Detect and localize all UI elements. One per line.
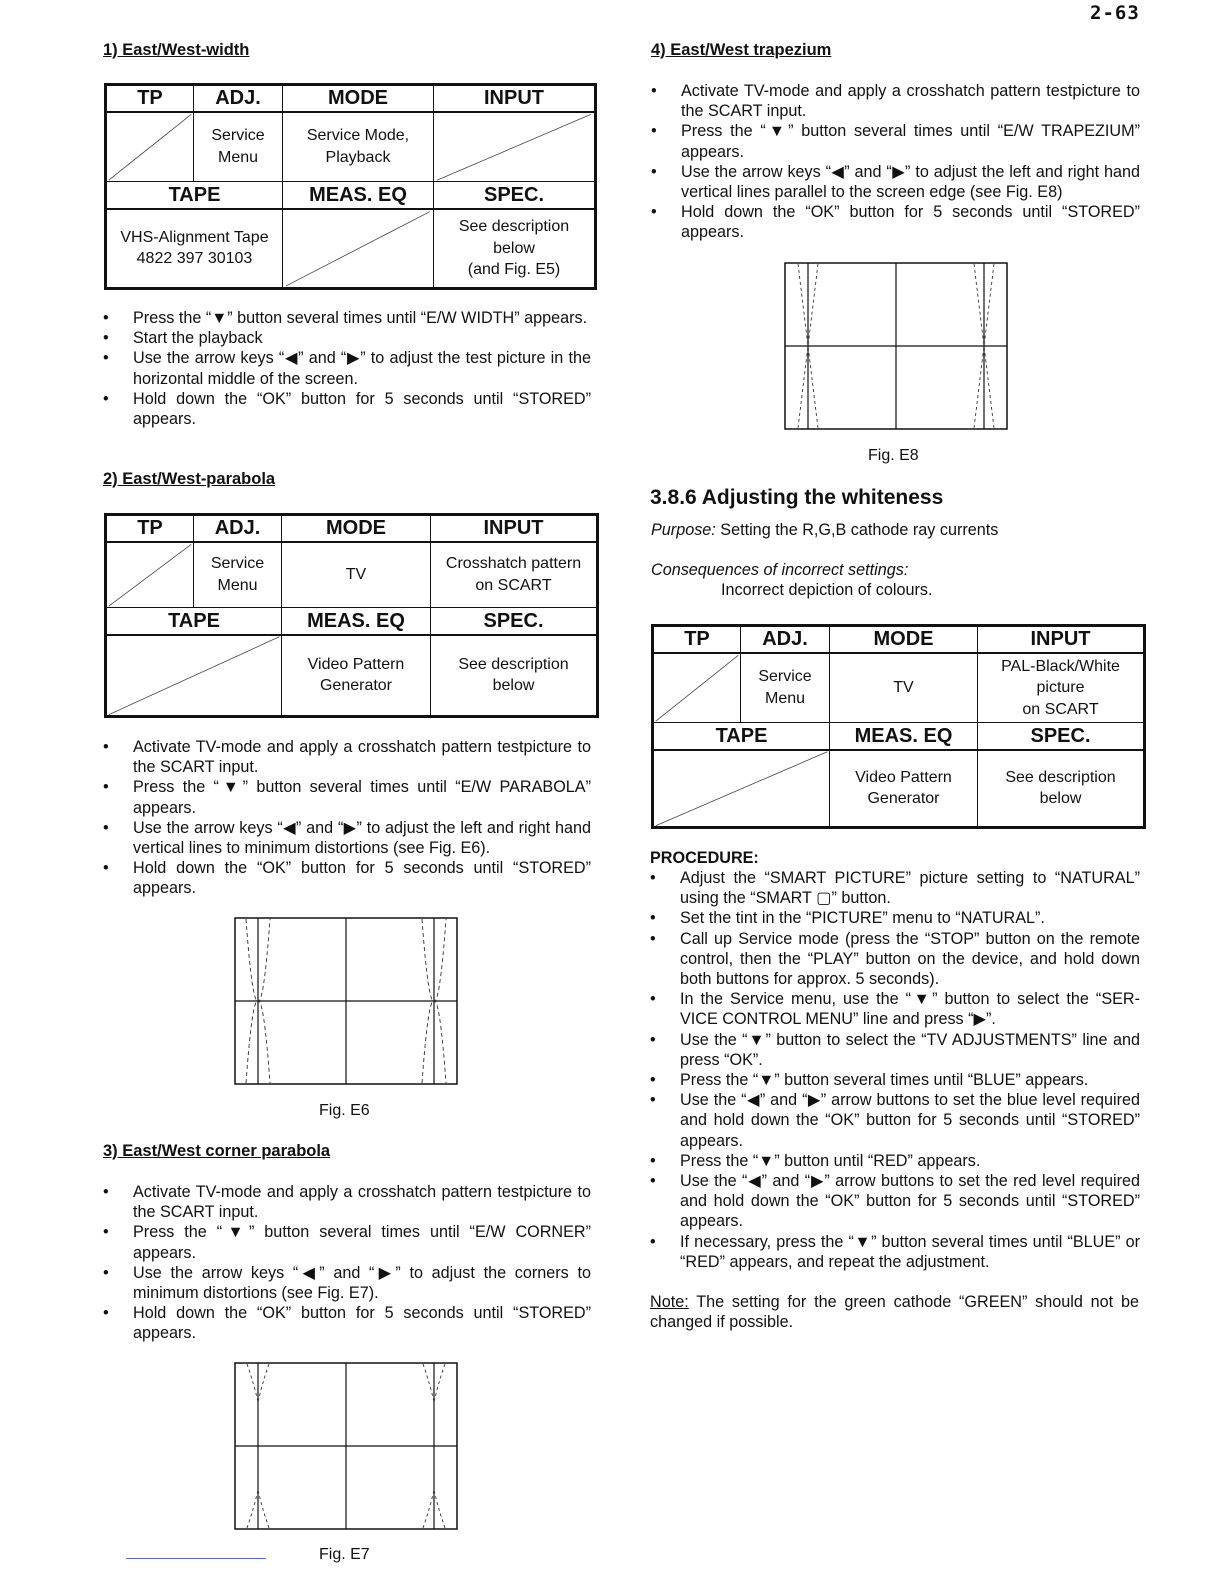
header-meas-eq: MEAS. EQ bbox=[830, 723, 978, 750]
empty-cell-input bbox=[434, 112, 596, 182]
footer-rule bbox=[126, 1558, 266, 1559]
header-spec: SPEC. bbox=[434, 182, 596, 209]
cell-mode: TV bbox=[282, 542, 431, 608]
header-tp: TP bbox=[106, 85, 194, 112]
list-item: • Activate TV-mode and apply a crosshatch pattern testpicture to the SCART input. bbox=[103, 737, 591, 777]
list-item: • Press the “▼” button several times until “E/W CORNER” appears. bbox=[103, 1222, 591, 1262]
list-item: • Activate TV-mode and apply a crosshatch pattern testpicture to the SCART input. bbox=[103, 1182, 591, 1222]
list-item: • Hold down the “OK” button for 5 seconds until “STORED” appears. bbox=[103, 858, 591, 898]
procedure-label: PROCEDURE: bbox=[650, 849, 759, 867]
empty-cell-tp bbox=[106, 542, 194, 608]
list-item: • In the Service menu, use the “▼” button to select the “SER-VICE CONTROL MENU” line and press “▶”. bbox=[650, 989, 1140, 1029]
empty-cell-meas bbox=[283, 209, 434, 289]
section-heading-ew-trapezium: 4) East/West trapezium bbox=[651, 41, 832, 59]
list-item: • Hold down the “OK” button for 5 seconds until “STORED” appears. bbox=[651, 202, 1140, 242]
cell-mode: TV bbox=[830, 653, 978, 723]
header-tape: TAPE bbox=[106, 608, 282, 635]
header-mode: MODE bbox=[283, 85, 434, 112]
cell-adj: Service Menu bbox=[194, 542, 282, 608]
header-tape: TAPE bbox=[106, 182, 283, 209]
list-item: • If necessary, press the “▼” button several times until “BLUE” or “RED” appears, and repeat the adjustment. bbox=[650, 1232, 1140, 1272]
figure-e8-trapezium-diagram bbox=[784, 262, 1008, 430]
header-tape: TAPE bbox=[653, 723, 830, 750]
empty-cell-tape bbox=[106, 635, 282, 717]
purpose-line bbox=[651, 520, 998, 540]
list-item: • Use the arrow keys “◀” and “▶” to adjust the left and right hand vertical lines parallel to the screen edge (see Fig. E8) bbox=[651, 162, 1140, 202]
cell-spec: See description below bbox=[431, 635, 598, 717]
header-input: INPUT bbox=[434, 85, 596, 112]
header-adj: ADJ. bbox=[194, 515, 282, 542]
header-input: INPUT bbox=[978, 626, 1145, 653]
header-tp: TP bbox=[106, 515, 194, 542]
bullet-list-ew-width bbox=[103, 308, 591, 429]
spec-table-ew-width bbox=[104, 83, 597, 290]
list-item: • Set the tint in the “PICTURE” menu to “NATURAL”. bbox=[650, 908, 1140, 928]
cell-tape: VHS-Alignment Tape 4822 397 30103 bbox=[106, 209, 283, 289]
bullet-list-ew-parabola bbox=[103, 737, 591, 899]
cell-meas-eq: Video Pattern Generator bbox=[282, 635, 431, 717]
header-meas-eq: MEAS. EQ bbox=[283, 182, 434, 209]
page-number: 2-63 bbox=[1090, 2, 1140, 24]
list-item: • Adjust the “SMART PICTURE” picture setting to “NATURAL” using the “SMART ▢” button. bbox=[650, 868, 1140, 908]
section-heading-ew-width: 1) East/West-width bbox=[103, 41, 250, 59]
list-item: • Use the “▼” button to select the “TV ADJUSTMENTS” line and press “OK”. bbox=[650, 1030, 1140, 1070]
list-item: • Call up Service mode (press the “STOP” button on the remote control, then the “PLAY” button on the device, and hold down both buttons for approx. 5 seconds). bbox=[650, 929, 1140, 990]
empty-cell-tape bbox=[653, 750, 830, 828]
bullet-list-whiteness-procedure bbox=[650, 868, 1140, 1272]
header-spec: SPEC. bbox=[431, 608, 598, 635]
cell-input: Crosshatch pattern on SCART bbox=[431, 542, 598, 608]
list-item: • Activate TV-mode and apply a crosshatch pattern testpicture to the SCART input. bbox=[651, 81, 1140, 121]
list-item: • Press the “▼” button several times until “BLUE” appears. bbox=[650, 1070, 1140, 1090]
empty-cell-tp bbox=[653, 653, 741, 723]
header-mode: MODE bbox=[830, 626, 978, 653]
consequences-label: Consequences of incorrect settings: bbox=[651, 561, 909, 579]
figure-caption-e8: Fig. E8 bbox=[868, 447, 919, 464]
cell-spec: See description below bbox=[978, 750, 1145, 828]
note-text: The setting for the green cathode “GREEN” should not be changed if possible. bbox=[650, 1293, 1139, 1332]
figure-e7-corner-diagram bbox=[234, 1362, 458, 1530]
consequences-text: Incorrect depiction of colours. bbox=[721, 581, 933, 599]
list-item: • Press the “▼” button several times until “E/W TRAPEZIUM” appears. bbox=[651, 121, 1140, 161]
cell-mode: Service Mode, Playback bbox=[283, 112, 434, 182]
list-item: • Use the “◀” and “▶” arrow buttons to set the red level required and hold down the “OK” button for 5 seconds until “STORED” appears. bbox=[650, 1171, 1140, 1232]
header-meas-eq: MEAS. EQ bbox=[282, 608, 431, 635]
purpose-text: Setting the R,G,B cathode ray currents bbox=[715, 521, 999, 539]
list-item: • Press the “▼” button several times until “E/W WIDTH” appears. bbox=[103, 308, 591, 328]
header-tp: TP bbox=[653, 626, 741, 653]
header-spec: SPEC. bbox=[978, 723, 1145, 750]
section-heading-ew-corner-parabola: 3) East/West corner parabola bbox=[103, 1142, 331, 1160]
purpose-label: Purpose: bbox=[651, 521, 716, 539]
section-heading-ew-parabola: 2) East/West-parabola bbox=[103, 470, 276, 488]
list-item: • Press the “▼” button until “RED” appears. bbox=[650, 1151, 1140, 1171]
list-item: • Use the “◀” and “▶” arrow buttons to set the blue level required and hold down the “OK” button for 5 seconds until “STORED” appears. bbox=[650, 1090, 1140, 1151]
section-title-whiteness: 3.8.6 Adjusting the whiteness bbox=[650, 486, 944, 509]
header-mode: MODE bbox=[282, 515, 431, 542]
list-item: • Use the arrow keys “◀” and “▶” to adjust the corners to minimum distortions (see Fig. E7). bbox=[103, 1263, 591, 1303]
note-paragraph bbox=[650, 1292, 1139, 1332]
list-item: • Start the playback bbox=[103, 328, 591, 348]
header-adj: ADJ. bbox=[741, 626, 830, 653]
header-input: INPUT bbox=[431, 515, 598, 542]
list-item: • Hold down the “OK” button for 5 seconds until “STORED” appears. bbox=[103, 389, 591, 429]
empty-cell-tp bbox=[106, 112, 194, 182]
list-item: • Use the arrow keys “◀” and “▶” to adjust the left and right hand vertical lines to minimum distortions (see Fig. E6). bbox=[103, 818, 591, 858]
cell-adj: Service Menu bbox=[194, 112, 283, 182]
bullet-list-ew-trapezium bbox=[651, 81, 1140, 243]
cell-adj: Service Menu bbox=[741, 653, 830, 723]
header-adj: ADJ. bbox=[194, 85, 283, 112]
cell-spec: See description below (and Fig. E5) bbox=[434, 209, 596, 289]
note-label: Note: bbox=[650, 1293, 689, 1311]
cell-input: PAL-Black/White picture on SCART bbox=[978, 653, 1145, 723]
bullet-list-ew-corner bbox=[103, 1182, 591, 1344]
cell-meas-eq: Video Pattern Generator bbox=[830, 750, 978, 828]
list-item: • Hold down the “OK” button for 5 seconds until “STORED” appears. bbox=[103, 1303, 591, 1343]
spec-table-ew-parabola bbox=[104, 513, 599, 718]
figure-caption-e6: Fig. E6 bbox=[319, 1102, 370, 1119]
figure-e6-parabola-diagram bbox=[234, 917, 458, 1085]
figure-caption-e7: Fig. E7 bbox=[319, 1546, 370, 1563]
list-item: • Press the “▼” button several times until “E/W PARABOLA” appears. bbox=[103, 777, 591, 817]
list-item: • Use the arrow keys “◀” and “▶” to adjust the test picture in the horizontal middle of the screen. bbox=[103, 348, 591, 388]
spec-table-whiteness bbox=[651, 624, 1146, 829]
